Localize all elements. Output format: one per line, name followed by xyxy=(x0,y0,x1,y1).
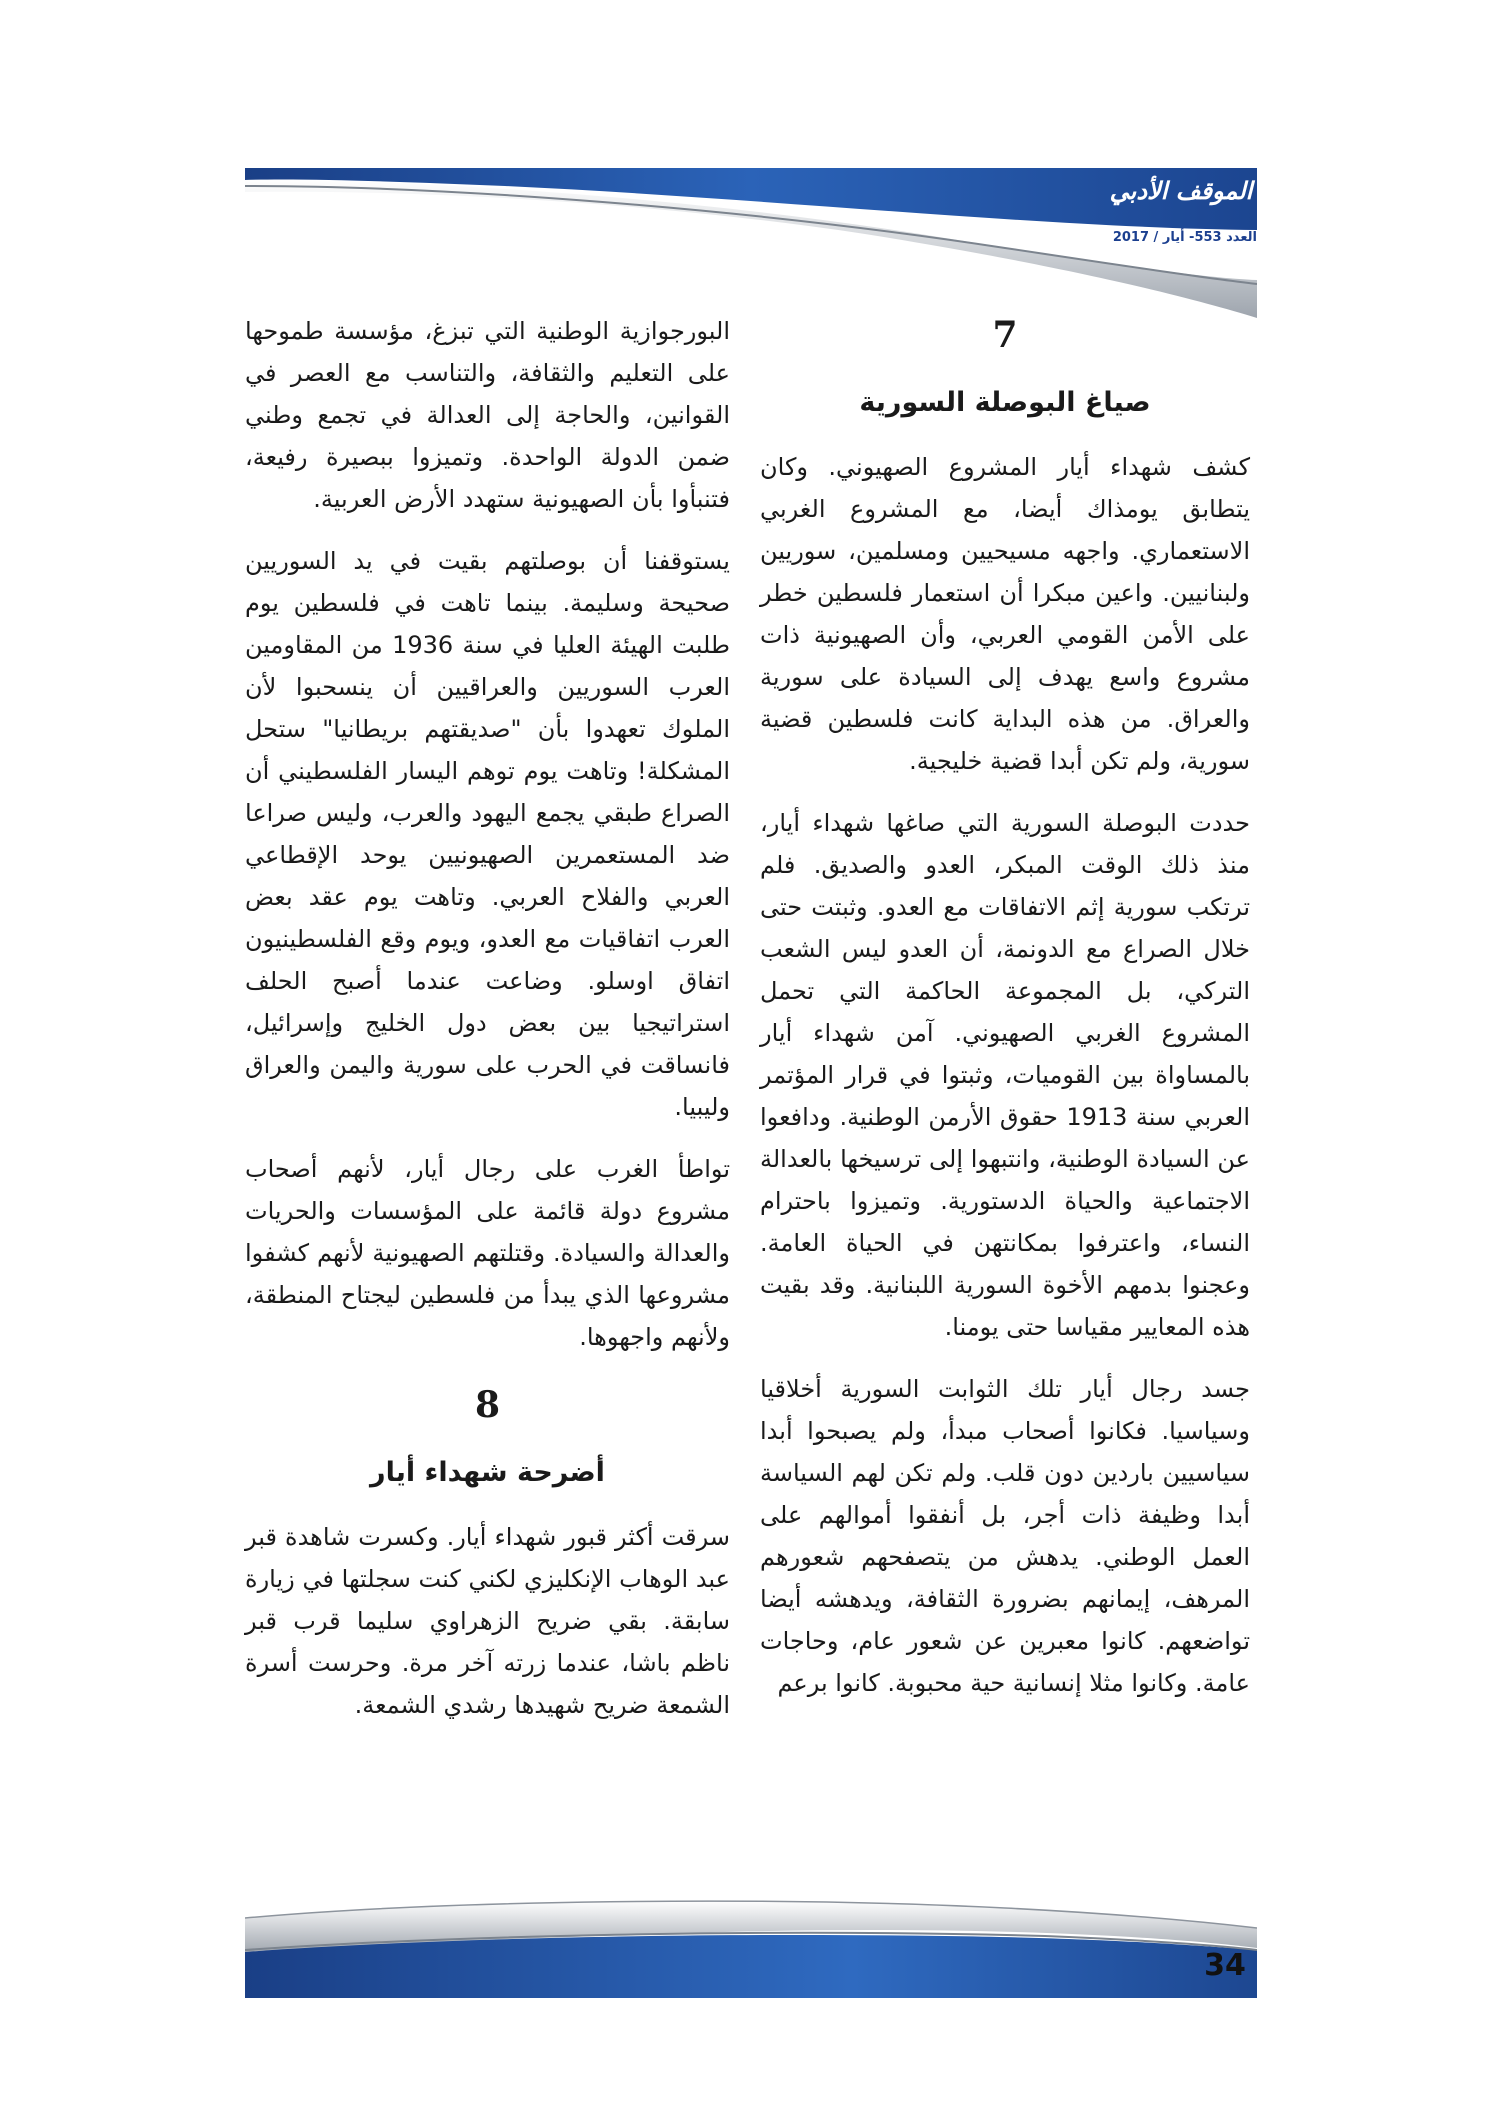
paragraph: تواطأ الغرب على رجال أيار، لأنهم أصحاب مشروع دولة قائمة على المؤسسات والحريات والعدالة والسيادة. وقتلتهم الصهيونية لأنهم كشفوا مشروعها الذي يبدأ من فلسطين ليجتاح المنطقة، ولأنهم واجهوها. xyxy=(245,1155,730,1351)
paragraph: جسد رجال أيار تلك الثوابت السورية أخلاقيا وسياسيا. فكانوا أصحاب مبدأ، ولم يصبحوا أبدا سياسيين باردين دون قلب. ولم تكن لهم السياسة أبدا وظيفة ذات أجر، بل أنفقوا أموالهم على العمل الوطني. يدهش من يتصفحهم شعورهم المرهف، إيمانهم بضرورة الثقافة، ويدهشه أيضا تواضعهم. كانوا معبرين عن شعور عام، وحاجات عامة. وكانوا مثلا إنسانية حية محبوبة. كانوا برعم xyxy=(760,1375,1250,1697)
left-column xyxy=(245,310,730,1746)
paragraph: البورجوازية الوطنية التي تبزغ، مؤسسة طموحها على التعليم والثقافة، والتناسب مع العصر في القوانين، والحاجة إلى العدالة في تجمع وطني ضمن الدولة الواحدة. وتميزوا ببصيرة رفيعة، فتنبأوا بأن الصهيونية ستهدد الأرض العربية. xyxy=(245,317,730,513)
paragraph: كشف شهداء أيار المشروع الصهيوني. وكان يتطابق يومذاك أيضا، مع المشروع الغربي الاستعماري. واجهه مسيحيين ومسلمين، سوريين ولبنانيين. واعين مبكرا أن استعمار فلسطين خطر على الأمن القومي العربي، وأن الصهيونية ذات مشروع واسع يهدف إلى السيادة على سورية والعراق. من هذه البداية كانت فلسطين قضية سورية، ولم تكن أبدا قضية خليجية. xyxy=(760,453,1250,775)
section-number: 8 xyxy=(474,1384,501,1426)
paragraph: يستوقفنا أن بوصلتهم بقيت في يد السوريين صحيحة وسليمة. بينما تاهت في فلسطين يوم طلبت الهيئة العليا في سنة 1936 من المقاومين العرب السوريين والعراقيين أن ينسحبوا لأن الملوك تعهدوا بأن "صديقتهم بريطانيا" ستحل المشكلة! وتاهت يوم توهم اليسار الفلسطيني أن الصراع طبقي يجمع اليهود والعرب، وليس صراعا ضد المستعمرين الصهيونيين يوحد الإقطاعي العربي والفلاح العربي. وتاهت يوم عقد بعض العرب اتفاقيات مع العدو، ويوم وقع الفلسطينيون اتفاق اوسلو. وضاعت عندما أصبح الحلف استراتيجيا بين بعض دول الخليج وإسرائيل، فانساقت في الحرب على سورية واليمن والعراق وليبيا. xyxy=(245,547,730,1121)
issue-info: العدد 553- أيار / 2017 xyxy=(1112,230,1257,245)
page-number: 34 xyxy=(1204,1948,1246,1983)
footer-banner xyxy=(245,1888,1257,1998)
section-title: أضرحة شهداء أيار xyxy=(370,1457,605,1488)
paragraph: سرقت أكثر قبور شهداء أيار. وكسرت شاهدة قبر عبد الوهاب الإنكليزي لكني كنت سجلتها في زيارة سابقة. بقي ضريح الزهراوي سليما قرب قبر ناظم باشا، عندما زرته آخر مرة. وحرست أسرة الشمعة ضريح شهيدها رشدي الشمعة. xyxy=(245,1523,730,1719)
magazine-logo: الموقف الأدبي xyxy=(1109,177,1253,205)
paragraph: حددت البوصلة السورية التي صاغها شهداء أيار، منذ ذلك الوقت المبكر، العدو والصديق. فلم ترتكب سورية إثم الاتفاقات مع العدو. وثبتت حتى خلال الصراع مع الدونمة، أن العدو ليس الشعب التركي، بل المجموعة الحاكمة التي تحمل المشروع الغربي الصهيوني. آمن شهداء أيار بالمساواة بين القوميات، وثبتوا في قرار المؤتمر العربي سنة 1913 حقوق الأرمن الوطنية. ودافعوا عن السيادة الوطنية، وانتبهوا إلى ترسيخها بالعدالة الاجتماعية والحياة الدستورية. وتميزوا باحترام النساء، واعترفوا بمكانتهن في الحياة العامة. وعجنوا بدمهم الأخوة السورية اللبنانية. وقد بقيت هذه المعايير مقياسا حتى يومنا. xyxy=(760,809,1250,1341)
section-title: صياغ البوصلة السورية xyxy=(859,387,1151,418)
right-column xyxy=(760,310,1250,1724)
section-number: 7 xyxy=(992,314,1018,356)
footer-swoosh-graphic xyxy=(245,1888,1257,1998)
